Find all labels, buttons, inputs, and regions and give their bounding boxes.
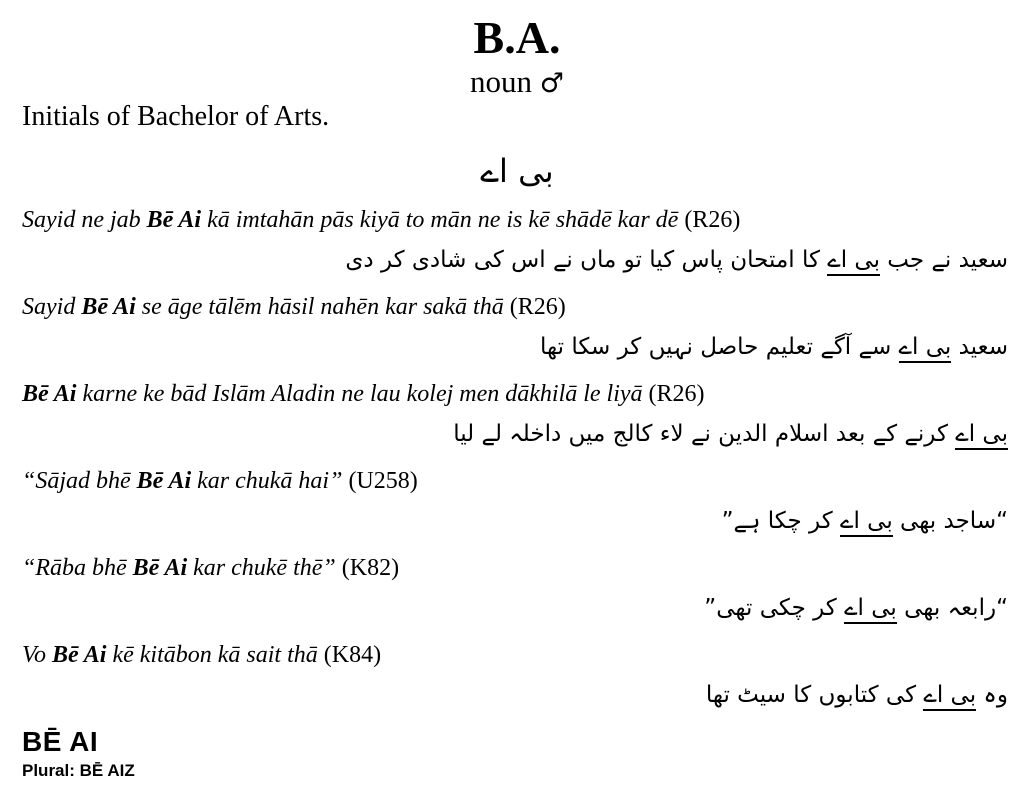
example-pair	[22, 379, 1012, 456]
source-ref: (U258)	[342, 468, 418, 495]
example-pair	[22, 640, 1012, 717]
part-of-speech: noun	[470, 63, 533, 99]
example-roman	[22, 640, 1012, 671]
urdu-headword: بی اے	[480, 152, 554, 191]
example-roman	[22, 292, 1012, 323]
headword-bold: Bē Ai	[22, 381, 77, 408]
footer-headword-roman: BĒ AI	[22, 726, 99, 758]
example-pair	[22, 553, 1012, 630]
urdu-post: کی کتابوں کا سیٹ تھا	[705, 682, 924, 709]
plural-value: BĒ AIZ	[74, 761, 135, 781]
example-urdu	[22, 673, 1008, 717]
example-roman	[22, 379, 1012, 410]
urdu-headword-underlined: بی اے	[840, 508, 893, 537]
part-of-speech-line	[22, 65, 1012, 99]
example-roman	[22, 553, 1012, 584]
urdu-pre: سعید	[951, 334, 1008, 361]
urdu-post: کر چکا ہے”	[721, 508, 840, 535]
roman-post: kar chukā hai”	[191, 468, 343, 495]
plural-label: Plural:	[22, 761, 75, 781]
urdu-pre: سعید نے جب	[880, 247, 1008, 274]
urdu-post: کا امتحان پاس کیا تو ماں نے اس کی شادی کر دی	[345, 247, 828, 274]
example-pair	[22, 292, 1012, 369]
male-gender-icon: ♂	[539, 67, 564, 99]
urdu-headword-underlined: بی اے	[844, 595, 897, 624]
roman-post: kā imtahān pās kiyā to mān ne is kē shādē kar dē	[201, 207, 679, 234]
urdu-pre: وہ	[976, 682, 1008, 709]
source-ref: (R26)	[503, 294, 566, 321]
headword-bold: Bē Ai	[136, 468, 192, 495]
headword-bold: Bē Ai	[146, 207, 202, 234]
headword-bold: Bē Ai	[132, 555, 188, 582]
urdu-pre: “ساجد بھی	[892, 508, 1008, 535]
entry-title: B.A.	[473, 12, 561, 63]
urdu-headword-underlined: بی اے	[923, 682, 976, 711]
roman-pre: Vo	[22, 642, 52, 669]
urdu-post: کرنے کے بعد اسلام الدین نے لاء کالج میں داخلہ لے لیا	[453, 421, 956, 448]
roman-post: karne ke bād Islām Aladin ne lau kolej men dākhilā le liyā	[76, 381, 643, 408]
urdu-headword-underlined: بی اے	[899, 334, 952, 363]
example-urdu	[22, 238, 1008, 282]
roman-post: kē kitābon kā sait thā	[106, 642, 318, 669]
example-pair	[22, 205, 1012, 282]
source-ref: (R26)	[642, 381, 705, 408]
example-urdu	[22, 325, 1008, 369]
source-ref: (K84)	[317, 642, 382, 669]
headword-bold: Bē Ai	[81, 294, 136, 321]
urdu-post: کر چکی تھی”	[704, 595, 845, 622]
roman-post: se āge tālēm hāsil nahēn kar sakā thā	[135, 294, 504, 321]
roman-pre: “Rāba bhē	[22, 555, 133, 582]
urdu-pre: “رابعہ بھی	[896, 595, 1008, 622]
urdu-headword-underlined: بی اے	[827, 247, 880, 276]
example-urdu	[22, 412, 1008, 456]
example-roman	[22, 205, 1012, 236]
urdu-post: سے آگے تعلیم حاصل نہیں کر سکا تھا	[540, 334, 899, 361]
roman-post: kar chukē thē”	[187, 555, 336, 582]
definition: Initials of Bachelor of Arts.	[22, 100, 330, 132]
source-ref: (R26)	[678, 207, 741, 234]
roman-pre: Sayid ne jab	[22, 207, 147, 234]
urdu-headword-underlined: بی اے	[955, 421, 1008, 450]
footer-plural-line	[22, 761, 1012, 781]
example-urdu	[22, 499, 1008, 543]
example-roman	[22, 466, 1012, 497]
headword-bold: Bē Ai	[52, 642, 107, 669]
source-ref: (K82)	[335, 555, 400, 582]
example-pair	[22, 466, 1012, 543]
example-urdu	[22, 586, 1008, 630]
roman-pre: Sayid	[22, 294, 82, 321]
roman-pre: “Sājad bhē	[22, 468, 137, 495]
dictionary-page	[0, 12, 1024, 810]
